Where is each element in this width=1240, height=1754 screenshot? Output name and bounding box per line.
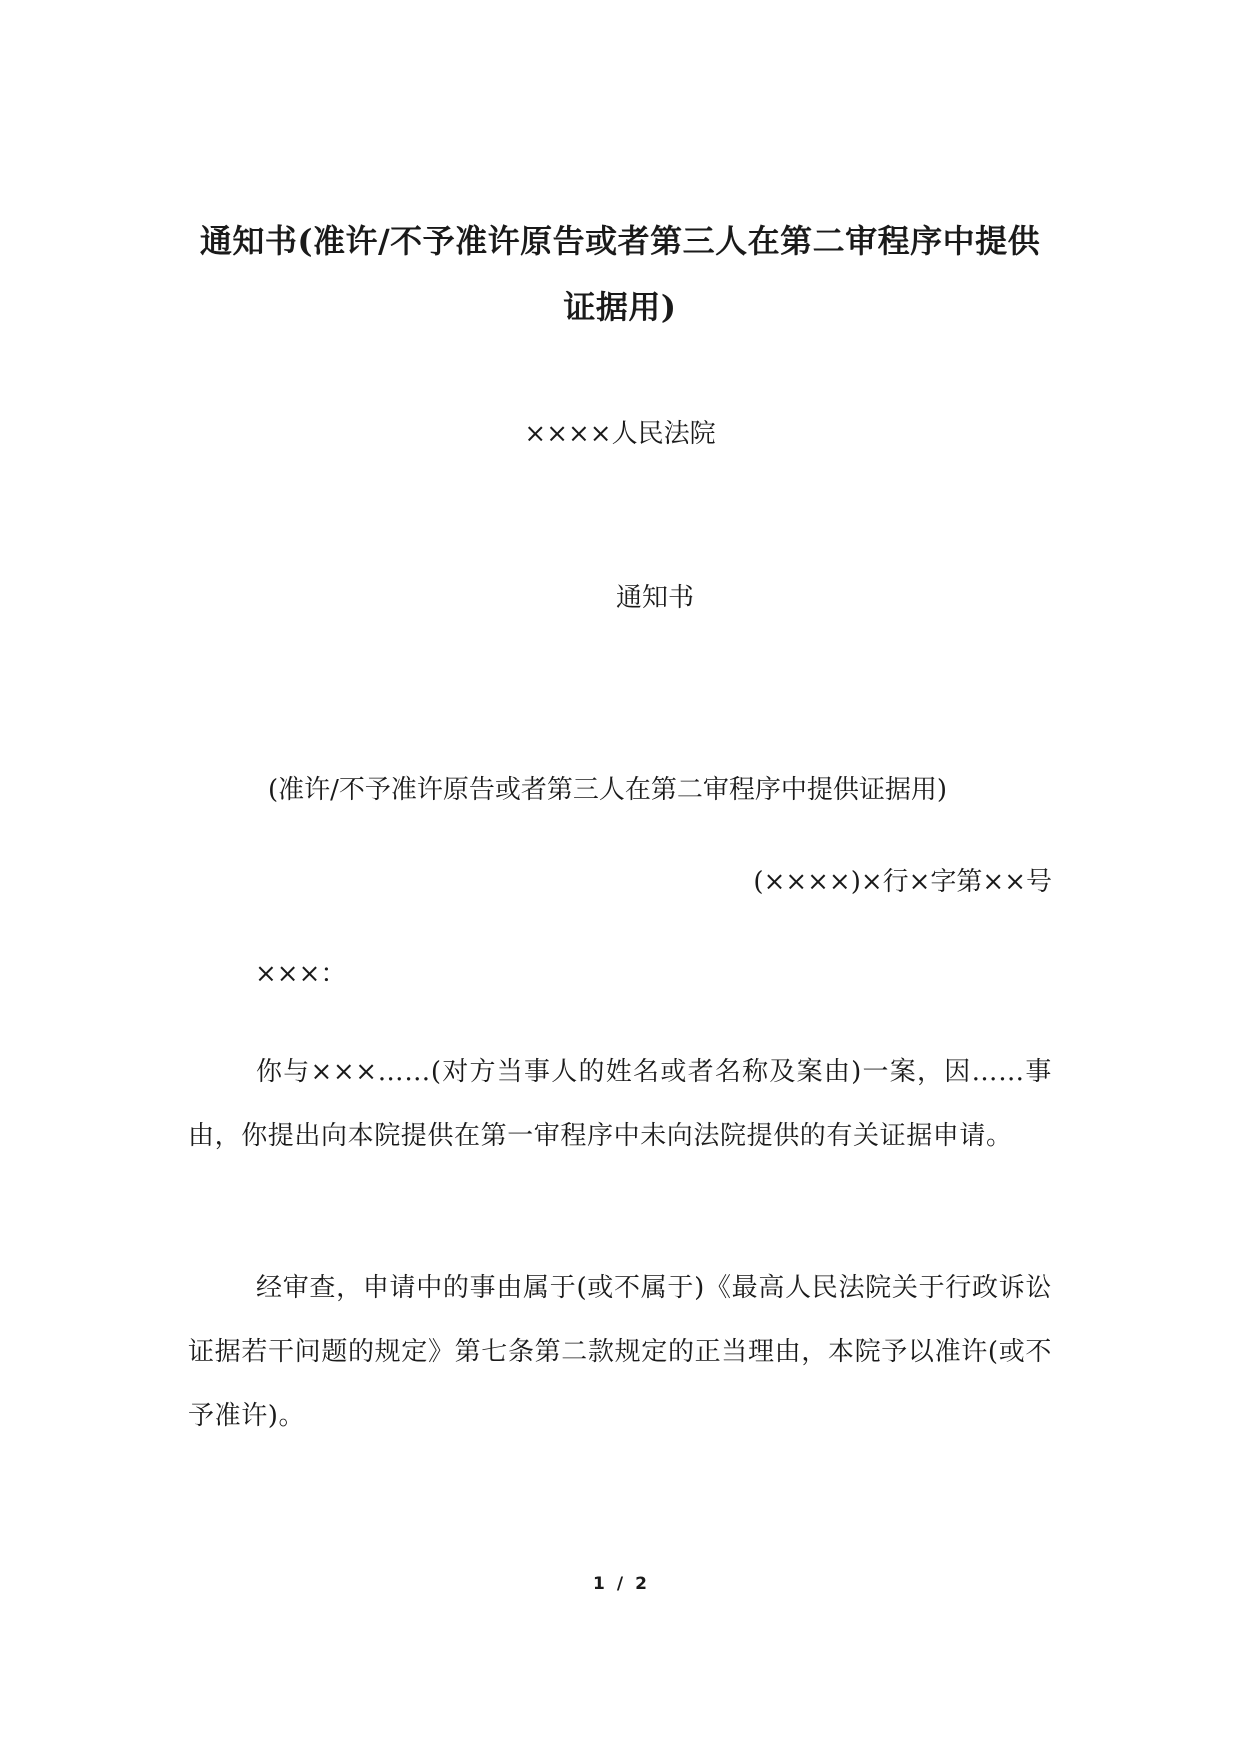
- case-number: (××××)×行×字第××号: [753, 867, 1052, 897]
- document-type-heading: 通知书: [615, 583, 694, 613]
- body-paragraph-1: 你与×××……(对方当事人的姓名或者名称及案由)一案，因……事由，你提出向本院提供在第一审程序中未向法院提供的有关证据申请。: [188, 1057, 1052, 1151]
- court-name: ××××人民法院: [524, 419, 716, 449]
- salutation: ×××：: [255, 959, 347, 989]
- body-paragraph-2: 经审查，申请中的事由属于(或不属于)《最高人民法院关于行政诉讼证据若干问题的规定》第七条第二款规定的正当理由，本院予以准许(或不予准许)。: [188, 1273, 1052, 1431]
- page-number: [0, 1572, 1240, 1596]
- page-current: 1: [593, 1574, 605, 1594]
- page-total: 2: [635, 1574, 647, 1594]
- document-subtitle: (准许/不予准许原告或者第三人在第二审程序中提供证据用): [268, 775, 948, 805]
- page-separator: /: [616, 1574, 624, 1594]
- document-title: 通知书(准许/不予准许原告或者第三人在第二审程序中提供证据用): [199, 222, 1041, 326]
